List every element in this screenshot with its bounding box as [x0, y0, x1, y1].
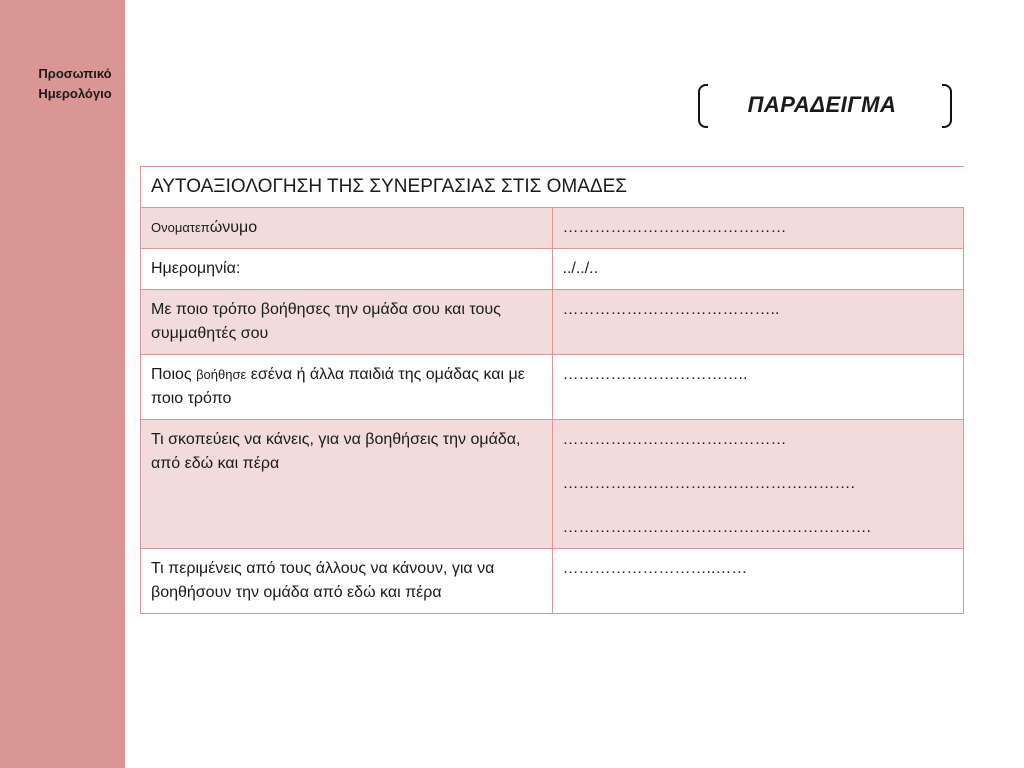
table-row-expectations [141, 549, 964, 614]
table-row-name [141, 208, 964, 249]
answer-line: …………………………….. [562, 366, 748, 383]
sidebar [0, 0, 125, 768]
question-text: εσένα ή άλλα παιδιά της ομάδας και με ποιο τρόπο [151, 366, 525, 407]
right-bracket-shape [942, 84, 952, 128]
question-cell [141, 549, 553, 614]
answer-line: ………………………..…… [562, 560, 748, 577]
answer-line: ………………………………….. [562, 301, 780, 318]
question-text-prefix: Ποιος [151, 366, 197, 383]
question-text: Ημερομηνία: [151, 260, 241, 277]
question-cell [141, 249, 553, 290]
sidebar-title-line2: Ημερολόγιο [38, 86, 112, 101]
question-text: Με ποιο τρόπο βοήθησες την ομάδα σου και τους συμμαθητές σου [151, 301, 501, 342]
question-text-small: Ονοματεπ [151, 220, 210, 235]
question-cell [141, 420, 553, 549]
answer-cell[interactable] [552, 290, 964, 355]
answer-cell[interactable] [552, 549, 964, 614]
answer-cell[interactable] [552, 420, 964, 549]
sidebar-title [0, 64, 150, 104]
table-row-who-helped [141, 355, 964, 420]
table-title-row [141, 167, 964, 208]
answer-cell[interactable] [552, 355, 964, 420]
answer-line: ../../.. [562, 260, 599, 277]
self-assessment-table [140, 166, 964, 614]
answer-line: ………………………………………………. [562, 475, 855, 492]
question-cell [141, 355, 553, 420]
example-label-text: ΠΑΡΑΔΕΙΓΜΑ [747, 92, 897, 117]
question-cell [141, 208, 553, 249]
question-text: Τι σκοπεύεις να κάνεις, για να βοηθήσεις την ομάδα, από εδώ και πέρα [151, 431, 521, 472]
example-label [696, 84, 954, 128]
answer-cell[interactable] [552, 208, 964, 249]
question-text-small: βοήθησε [196, 367, 247, 382]
table-row-date [141, 249, 964, 290]
question-text: Τι περιμένεις από τους άλλους να κάνουν, για να βοηθήσουν την ομάδα από εδώ και πέρα [151, 560, 495, 601]
answer-line: …………………………………………………. [562, 519, 871, 536]
answer-cell[interactable] [552, 249, 964, 290]
question-text: ώνυμο [209, 219, 258, 236]
sidebar-title-line1: Προσωπικό [38, 66, 112, 81]
question-cell [141, 290, 553, 355]
table-row-plans [141, 420, 964, 549]
answer-line: …………………………………… [562, 431, 787, 448]
answer-line: …………………………………… [562, 219, 787, 236]
table-row-how-helped [141, 290, 964, 355]
table-title: ΑΥΤΟΑΞΙΟΛΟΓΗΣΗ ΤΗΣ ΣΥΝΕΡΓΑΣΙΑΣ ΣΤΙΣ ΟΜΑΔΕΣ [141, 167, 964, 208]
